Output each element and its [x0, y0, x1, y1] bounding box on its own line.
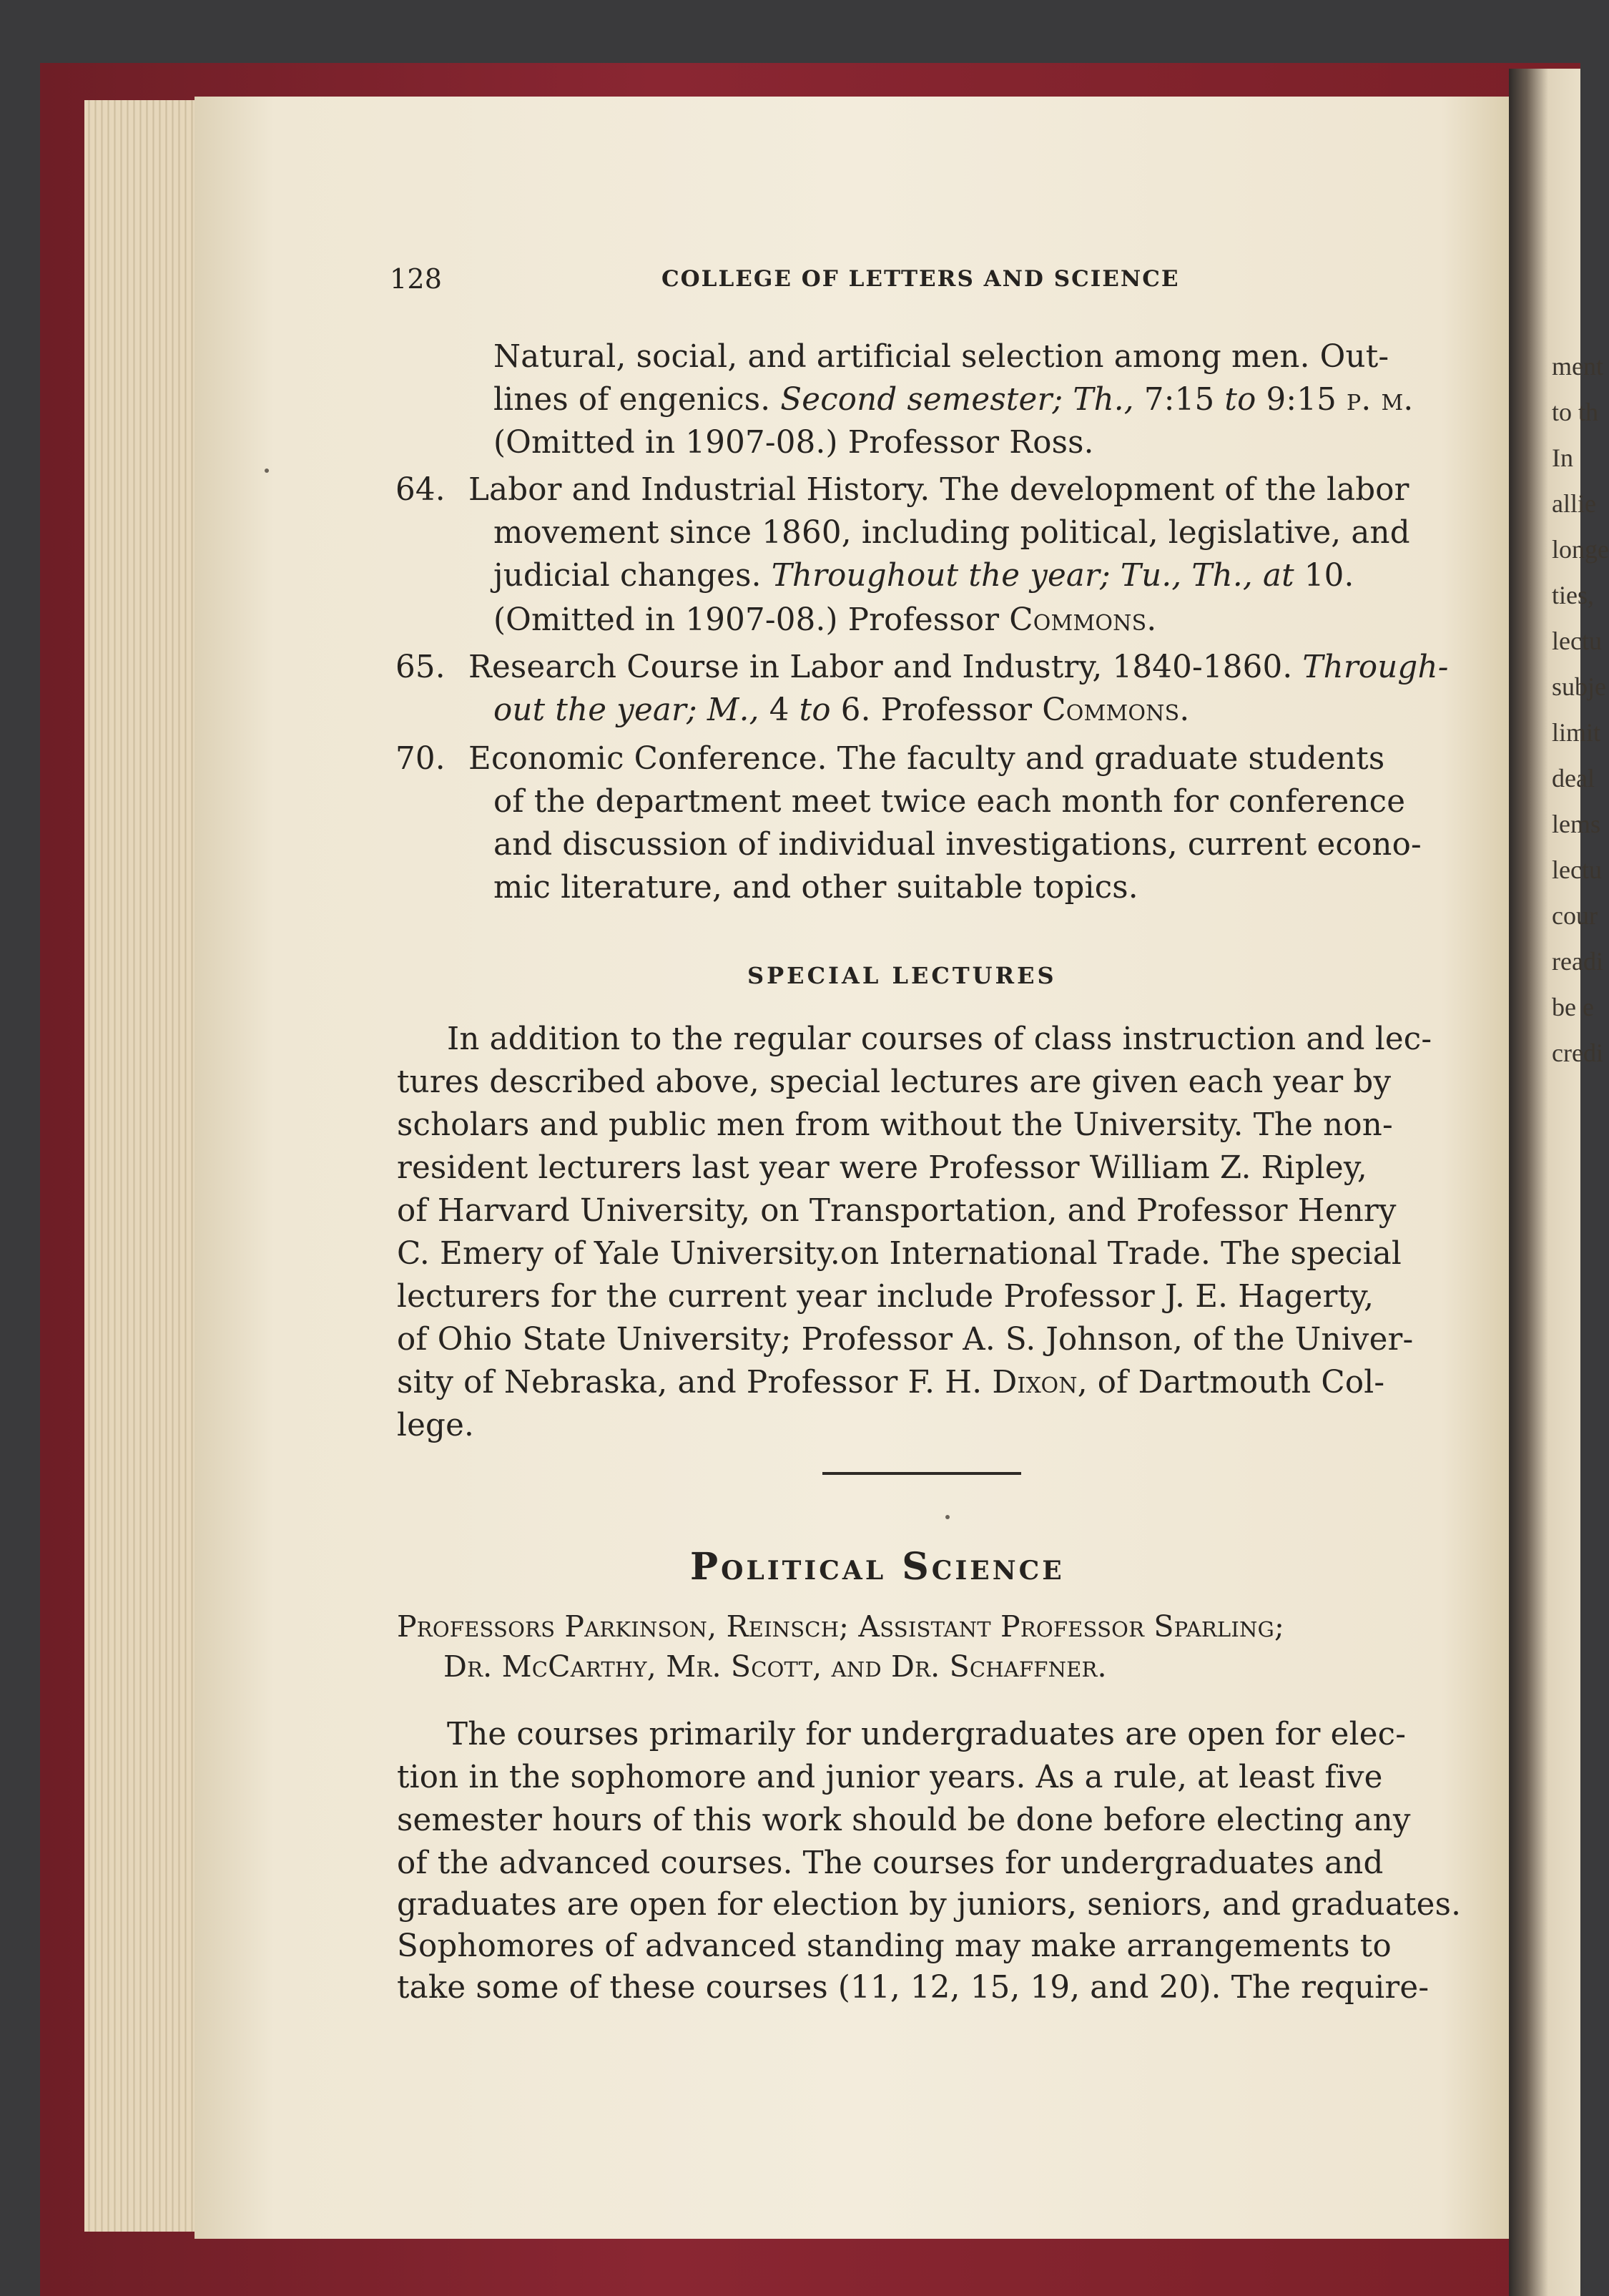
- course-64-line: judicial changes. Throughout the year; Tu., Th., at 10.: [493, 558, 1354, 594]
- special-lectures-line: scholars and public men from without the University. The non-: [397, 1107, 1393, 1143]
- page-number: 128: [390, 263, 443, 295]
- special-lectures-line: tures described above, special lectures are given each year by: [397, 1064, 1392, 1100]
- next-page-fragment: credi: [1552, 1039, 1603, 1067]
- next-page-fragment: deal: [1552, 764, 1595, 793]
- course-70-line: Economic Conference. The faculty and graduate students: [468, 741, 1385, 777]
- next-page-fragment: cour: [1552, 901, 1598, 930]
- political-science-line: semester hours of this work should be done before electing any: [397, 1802, 1411, 1838]
- special-lectures-line: lege.: [397, 1408, 475, 1443]
- political-science-line: The courses primarily for undergraduates are open for elec-: [447, 1717, 1407, 1752]
- running-title: COLLEGE OF LETTERS AND SCIENCE: [661, 266, 1180, 292]
- course-70-line: of the department meet twice each month for conference: [493, 784, 1406, 820]
- political-science-heading: Political Science: [690, 1545, 1065, 1589]
- political-science-line: tion in the sophomore and junior years. As a rule, at least five: [397, 1760, 1383, 1795]
- faculty-line: Dr. McCarthy, Mr. Scott, and Dr. Schaffner.: [443, 1649, 1107, 1684]
- special-lectures-heading: SPECIAL LECTURES: [747, 962, 1057, 989]
- special-lectures-line: of Ohio State University; Professor A. S. Johnson, of the Univer-: [397, 1322, 1414, 1358]
- political-science-line: take some of these courses (11, 12, 15, 19, and 20). The require-: [397, 1970, 1430, 2006]
- course-number: 64.: [395, 472, 446, 508]
- political-science-line: graduates are open for election by juniors, seniors, and graduates.: [397, 1887, 1462, 1923]
- course-number: 65.: [395, 649, 446, 685]
- course-64-line: Labor and Industrial History. The development of the labor: [468, 472, 1409, 508]
- next-page-fragment: ment: [1552, 352, 1603, 381]
- course-70-line: mic literature, and other suitable topics.: [493, 870, 1138, 906]
- faculty-line: Professors Parkinson, Reinsch; Assistant Professor Sparling;: [397, 1609, 1284, 1644]
- course-64-line: movement since 1860, including political, legislative, and: [493, 515, 1410, 551]
- course-65-line: out the year; M., 4 to 6. Professor Commons.: [493, 692, 1190, 728]
- political-science-line: Sophomores of advanced standing may make arrangements to: [397, 1928, 1392, 1964]
- course-64-line: (Omitted in 1907-08.) Professor Commons.: [493, 602, 1157, 638]
- course-70-line: and discussion of individual investigations, current econo-: [493, 827, 1422, 863]
- course-cont-line: lines of engenics. Second semester; Th., 7:15 to 9:15 p. m.: [493, 382, 1414, 418]
- course-65-line: Research Course in Labor and Industry, 1840-1860. Through-: [468, 649, 1449, 685]
- next-page-fragment: readi: [1552, 947, 1603, 976]
- special-lectures-line: In addition to the regular courses of class instruction and lec-: [447, 1021, 1432, 1057]
- next-page-fragment: longe: [1552, 535, 1609, 564]
- special-lectures-line: lecturers for the current year include Professor J. E. Hagerty,: [397, 1279, 1374, 1315]
- special-lectures-line: C. Emery of Yale University.on International Trade. The special: [397, 1236, 1402, 1272]
- next-page-fragment: be e: [1552, 993, 1594, 1021]
- next-page-fragment: ties,: [1552, 581, 1594, 609]
- print-speck: [945, 1515, 950, 1519]
- next-page-fragment: lems: [1552, 810, 1600, 838]
- print-speck: [265, 468, 269, 473]
- next-page-fragment: lectu: [1552, 855, 1602, 884]
- next-page-fragment: subje: [1552, 672, 1606, 701]
- course-cont-line: (Omitted in 1907-08.) Professor Ross.: [493, 425, 1094, 461]
- next-page-fragment: to th: [1552, 398, 1599, 426]
- course-cont-line: Natural, social, and artificial selection among men. Out-: [493, 339, 1389, 375]
- section-divider: [822, 1472, 1021, 1475]
- page-edges: [84, 100, 199, 2232]
- next-page-fragments: [1552, 343, 1609, 1076]
- next-page-fragment: allie: [1552, 489, 1596, 518]
- next-page-fragment: limit: [1552, 718, 1601, 747]
- special-lectures-line: sity of Nebraska, and Professor F. H. Dixon, of Dartmouth Col-: [397, 1365, 1385, 1400]
- special-lectures-line: of Harvard University, on Transportation, and Professor Henry: [397, 1193, 1397, 1229]
- political-science-line: of the advanced courses. The courses for undergraduates and: [397, 1845, 1384, 1881]
- next-page-fragment: lectu: [1552, 627, 1602, 655]
- special-lectures-line: resident lecturers last year were Professor William Z. Ripley,: [397, 1150, 1367, 1186]
- course-number: 70.: [395, 741, 446, 777]
- next-page-fragment: In: [1552, 443, 1573, 472]
